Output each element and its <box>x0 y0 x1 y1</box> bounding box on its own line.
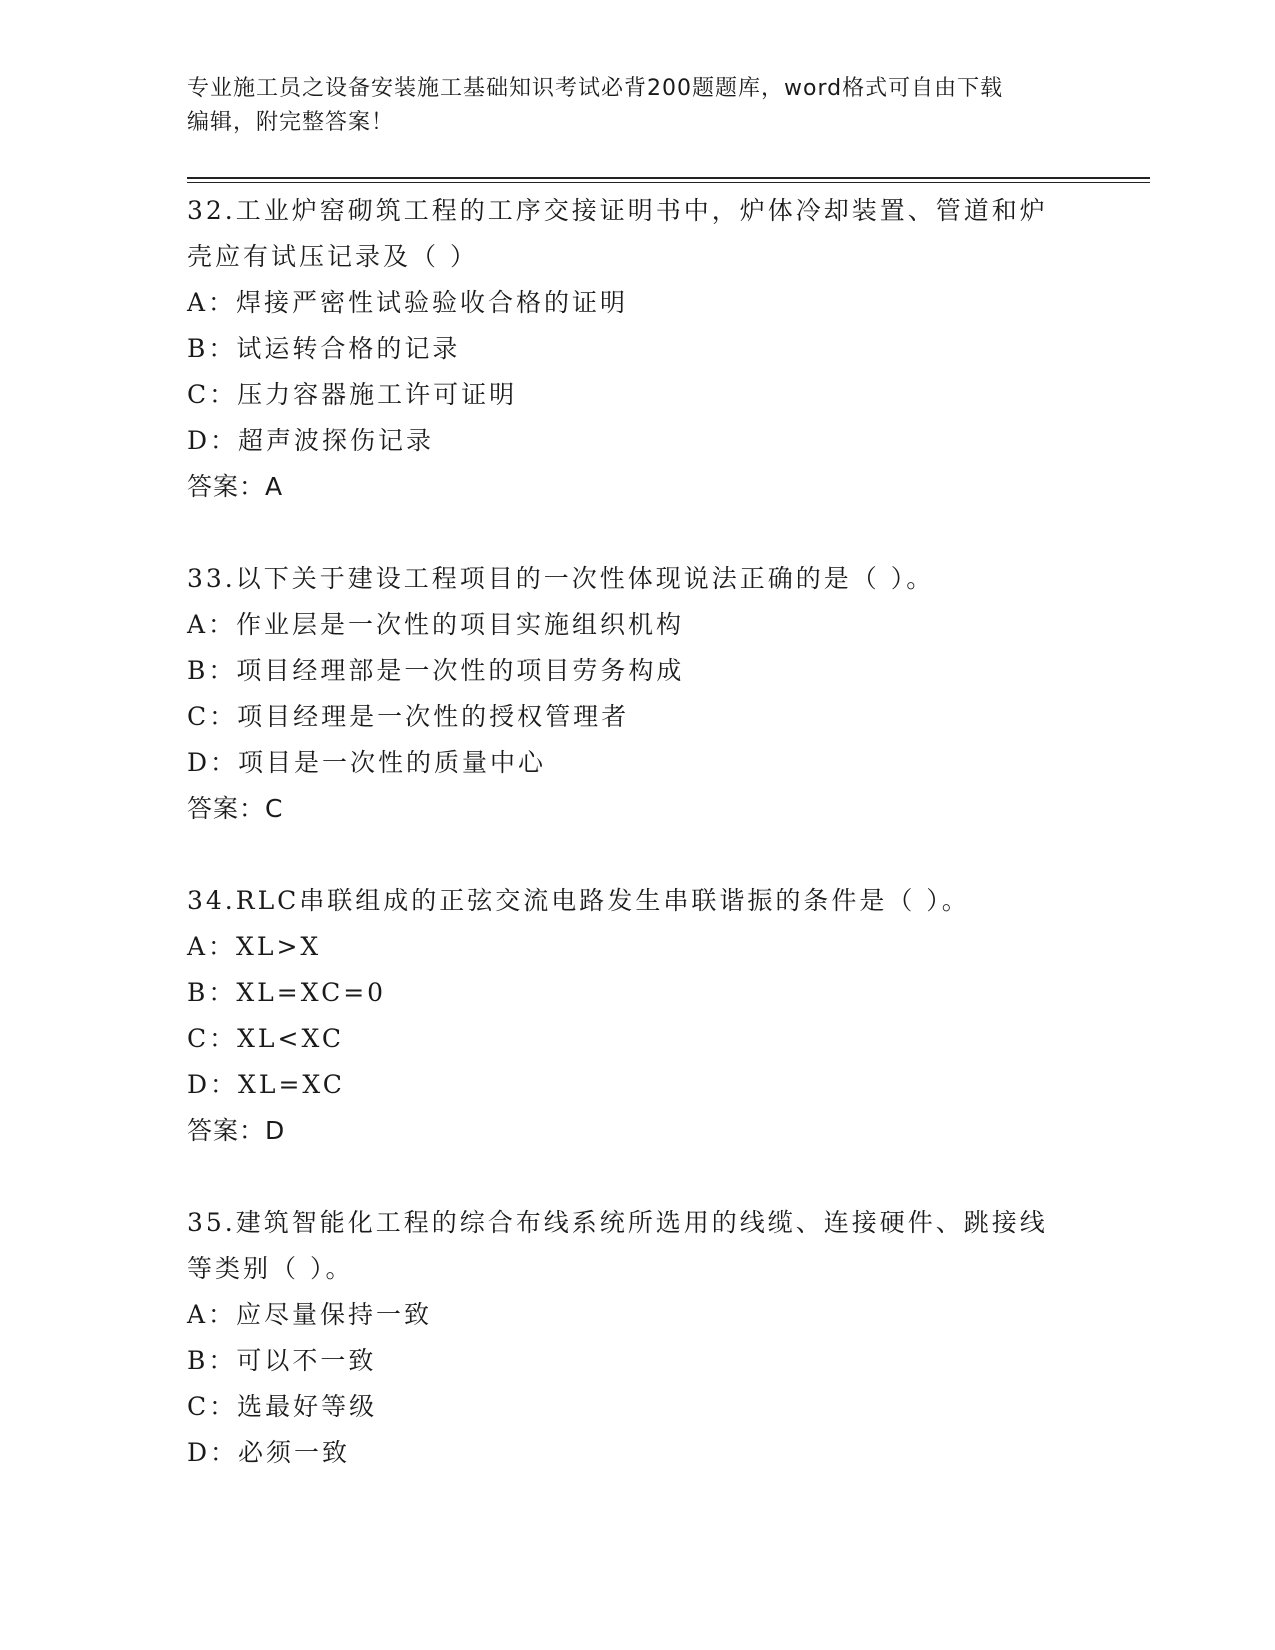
question-stem-line-1: 35.建筑智能化工程的综合布线系统所选用的线缆、连接硬件、跳接线 <box>187 1208 1048 1237</box>
option-a: A：XL>X <box>187 932 322 961</box>
answer-text: 答案：D <box>187 1116 286 1145</box>
option-b: B：项目经理部是一次性的项目劳务构成 <box>187 656 685 685</box>
header-divider-thin <box>187 182 1150 183</box>
option-c: C：选最好等级 <box>187 1392 378 1421</box>
option-a: A：作业层是一次性的项目实施组织机构 <box>187 610 685 639</box>
answer-text: 答案：C <box>187 794 284 823</box>
question-stem-line-1: 33.以下关于建设工程项目的一次性体现说法正确的是（ ）。 <box>187 564 935 593</box>
question-list <box>187 188 1087 1522</box>
option-d: D：XL=XC <box>187 1070 345 1099</box>
header-title-line-1: 专业施工员之设备安装施工基础知识考试必背200题题库，word格式可自由下载 <box>187 76 1004 101</box>
question-stem-line-2: 等类别（ ）。 <box>187 1254 354 1283</box>
option-a: A：焊接严密性试验验收合格的证明 <box>187 288 629 317</box>
option-c: C：压力容器施工许可证明 <box>187 380 518 409</box>
option-a: A：应尽量保持一致 <box>187 1300 433 1329</box>
option-d: D：超声波探伤记录 <box>187 426 435 455</box>
header-title-line-2: 编辑，附完整答案！ <box>187 110 395 135</box>
option-b: B：可以不一致 <box>187 1346 377 1375</box>
question-stem-line-2: 壳应有试压记录及（ ） <box>187 242 478 271</box>
question-35 <box>187 1200 1087 1476</box>
question-33 <box>187 556 1087 832</box>
document-header <box>187 72 1067 140</box>
option-b: B：XL=XC=0 <box>187 978 387 1007</box>
option-d: D：项目是一次性的质量中心 <box>187 748 547 777</box>
option-b: B：试运转合格的记录 <box>187 334 461 363</box>
question-stem-line-1: 34.RLC串联组成的正弦交流电路发生串联谐振的条件是（ ）。 <box>187 886 970 915</box>
option-d: D：必须一致 <box>187 1438 351 1467</box>
question-stem-line-1: 32.工业炉窑砌筑工程的工序交接证明书中，炉体冷却装置、管道和炉 <box>187 196 1048 225</box>
answer-text: 答案：A <box>187 472 284 501</box>
option-c: C：项目经理是一次性的授权管理者 <box>187 702 630 731</box>
header-divider-thick <box>187 177 1150 179</box>
question-32 <box>187 188 1087 510</box>
question-34 <box>187 878 1087 1154</box>
option-c: C：XL<XC <box>187 1024 344 1053</box>
